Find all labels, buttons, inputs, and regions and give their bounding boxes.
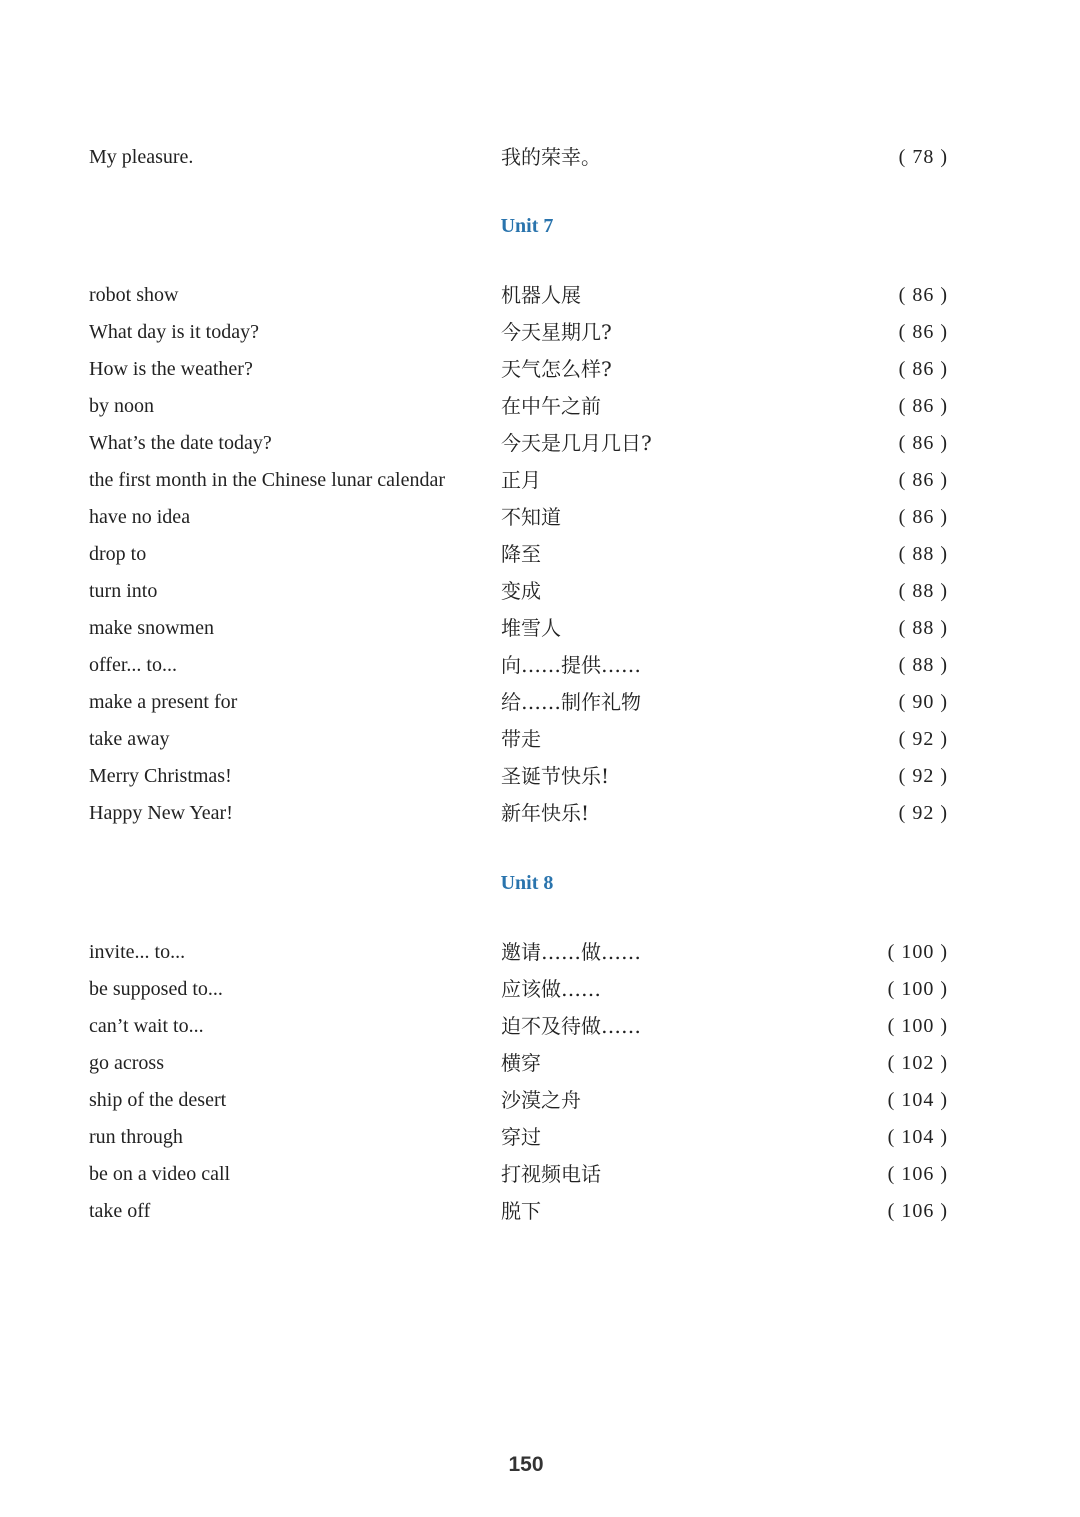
english-phrase: take away	[89, 728, 170, 750]
page-reference: ( 100 )	[887, 1015, 948, 1037]
english-phrase: make snowmen	[89, 617, 214, 639]
phrase-row	[0, 684, 1080, 721]
phrase-row	[0, 139, 1080, 176]
english-phrase: run through	[89, 1126, 183, 1148]
unit-7-heading: Unit 7	[500, 215, 554, 237]
english-phrase: make a present for	[89, 691, 238, 713]
page-reference: ( 86 )	[898, 321, 948, 343]
phrase-row	[0, 1156, 1080, 1193]
page-reference: ( 86 )	[898, 432, 948, 454]
english-phrase: What day is it today?	[89, 321, 259, 343]
english-phrase: be on a video call	[89, 1163, 231, 1185]
page-reference: ( 104 )	[887, 1126, 948, 1148]
phrase-row	[0, 1119, 1080, 1156]
english-phrase: take off	[89, 1200, 151, 1222]
page-reference: ( 92 )	[898, 802, 948, 824]
english-phrase: robot show	[89, 284, 179, 306]
chinese-translation: 今天星期几?	[501, 320, 612, 344]
chinese-translation: 横穿	[501, 1051, 541, 1075]
phrase-row	[0, 795, 1080, 832]
phrase-row	[0, 721, 1080, 758]
page-reference: ( 104 )	[887, 1089, 948, 1111]
page-reference: ( 106 )	[887, 1163, 948, 1185]
english-phrase: Merry Christmas!	[89, 765, 232, 787]
english-phrase: by noon	[89, 395, 154, 417]
page-reference: ( 86 )	[898, 358, 948, 380]
phrase-row	[0, 536, 1080, 573]
chinese-translation: 变成	[501, 579, 541, 603]
page-reference: ( 86 )	[898, 469, 948, 491]
page-reference: ( 88 )	[898, 654, 948, 676]
english-phrase: How is the weather?	[89, 358, 253, 380]
phrase-row	[0, 462, 1080, 499]
phrase-row	[0, 351, 1080, 388]
page-reference: ( 78 )	[898, 146, 948, 168]
chinese-translation: 迫不及待做……	[501, 1014, 641, 1038]
chinese-translation: 脱下	[501, 1199, 541, 1223]
chinese-translation: 天气怎么样?	[501, 357, 612, 381]
page-reference: ( 90 )	[898, 691, 948, 713]
chinese-translation: 机器人展	[501, 283, 581, 307]
page-reference: ( 92 )	[898, 765, 948, 787]
english-phrase: the first month in the Chinese lunar calendar	[89, 469, 446, 491]
english-phrase: My pleasure.	[89, 146, 194, 168]
page-reference: ( 102 )	[887, 1052, 948, 1074]
phrase-row	[0, 314, 1080, 351]
english-phrase: have no idea	[89, 506, 191, 528]
unit-8-heading: Unit 8	[500, 872, 554, 894]
english-phrase: Happy New Year!	[89, 802, 233, 824]
english-phrase: What’s the date today?	[89, 432, 272, 454]
chinese-translation: 给……制作礼物	[501, 690, 641, 714]
page-reference: ( 100 )	[887, 941, 948, 963]
chinese-translation: 降至	[501, 542, 541, 566]
english-phrase: drop to	[89, 543, 147, 565]
chinese-translation: 应该做……	[501, 977, 601, 1001]
chinese-translation: 在中午之前	[501, 394, 601, 418]
chinese-translation: 我的荣幸。	[501, 145, 601, 169]
english-phrase: ship of the desert	[89, 1089, 227, 1111]
chinese-translation: 正月	[501, 468, 541, 492]
page-reference: ( 88 )	[898, 543, 948, 565]
chinese-translation: 带走	[501, 727, 541, 751]
page-reference: ( 88 )	[898, 580, 948, 602]
english-phrase: go across	[89, 1052, 164, 1074]
chinese-translation: 新年快乐!	[501, 801, 590, 825]
chinese-translation: 向……提供……	[501, 653, 641, 677]
phrase-row	[0, 647, 1080, 684]
chinese-translation: 穿过	[501, 1125, 541, 1149]
phrase-row	[0, 573, 1080, 610]
page-reference: ( 88 )	[898, 617, 948, 639]
phrase-row	[0, 971, 1080, 1008]
phrase-row	[0, 610, 1080, 647]
phrase-row	[0, 1008, 1080, 1045]
phrase-row	[0, 425, 1080, 462]
english-phrase: can’t wait to...	[89, 1015, 204, 1037]
phrase-row	[0, 277, 1080, 314]
chinese-translation: 不知道	[501, 505, 561, 529]
page-reference: ( 86 )	[898, 506, 948, 528]
page-reference: ( 100 )	[887, 978, 948, 1000]
chinese-translation: 圣诞节快乐!	[501, 764, 610, 788]
chinese-translation: 今天是几月几日?	[501, 431, 652, 455]
page-number: 150	[508, 1453, 544, 1476]
phrase-row	[0, 388, 1080, 425]
page-reference: ( 92 )	[898, 728, 948, 750]
phrase-row	[0, 1045, 1080, 1082]
page-reference: ( 106 )	[887, 1200, 948, 1222]
chinese-translation: 打视频电话	[501, 1162, 601, 1186]
phrase-row	[0, 934, 1080, 971]
page-reference: ( 86 )	[898, 395, 948, 417]
phrase-row	[0, 758, 1080, 795]
phrase-row	[0, 1082, 1080, 1119]
phrase-row	[0, 499, 1080, 536]
page-reference: ( 86 )	[898, 284, 948, 306]
english-phrase: be supposed to...	[89, 978, 223, 1000]
english-phrase: offer... to...	[89, 654, 177, 676]
chinese-translation: 邀请……做……	[501, 940, 641, 964]
chinese-translation: 沙漠之舟	[501, 1088, 581, 1112]
phrase-row	[0, 1193, 1080, 1230]
english-phrase: invite... to...	[89, 941, 186, 963]
english-phrase: turn into	[89, 580, 158, 602]
chinese-translation: 堆雪人	[501, 616, 561, 640]
